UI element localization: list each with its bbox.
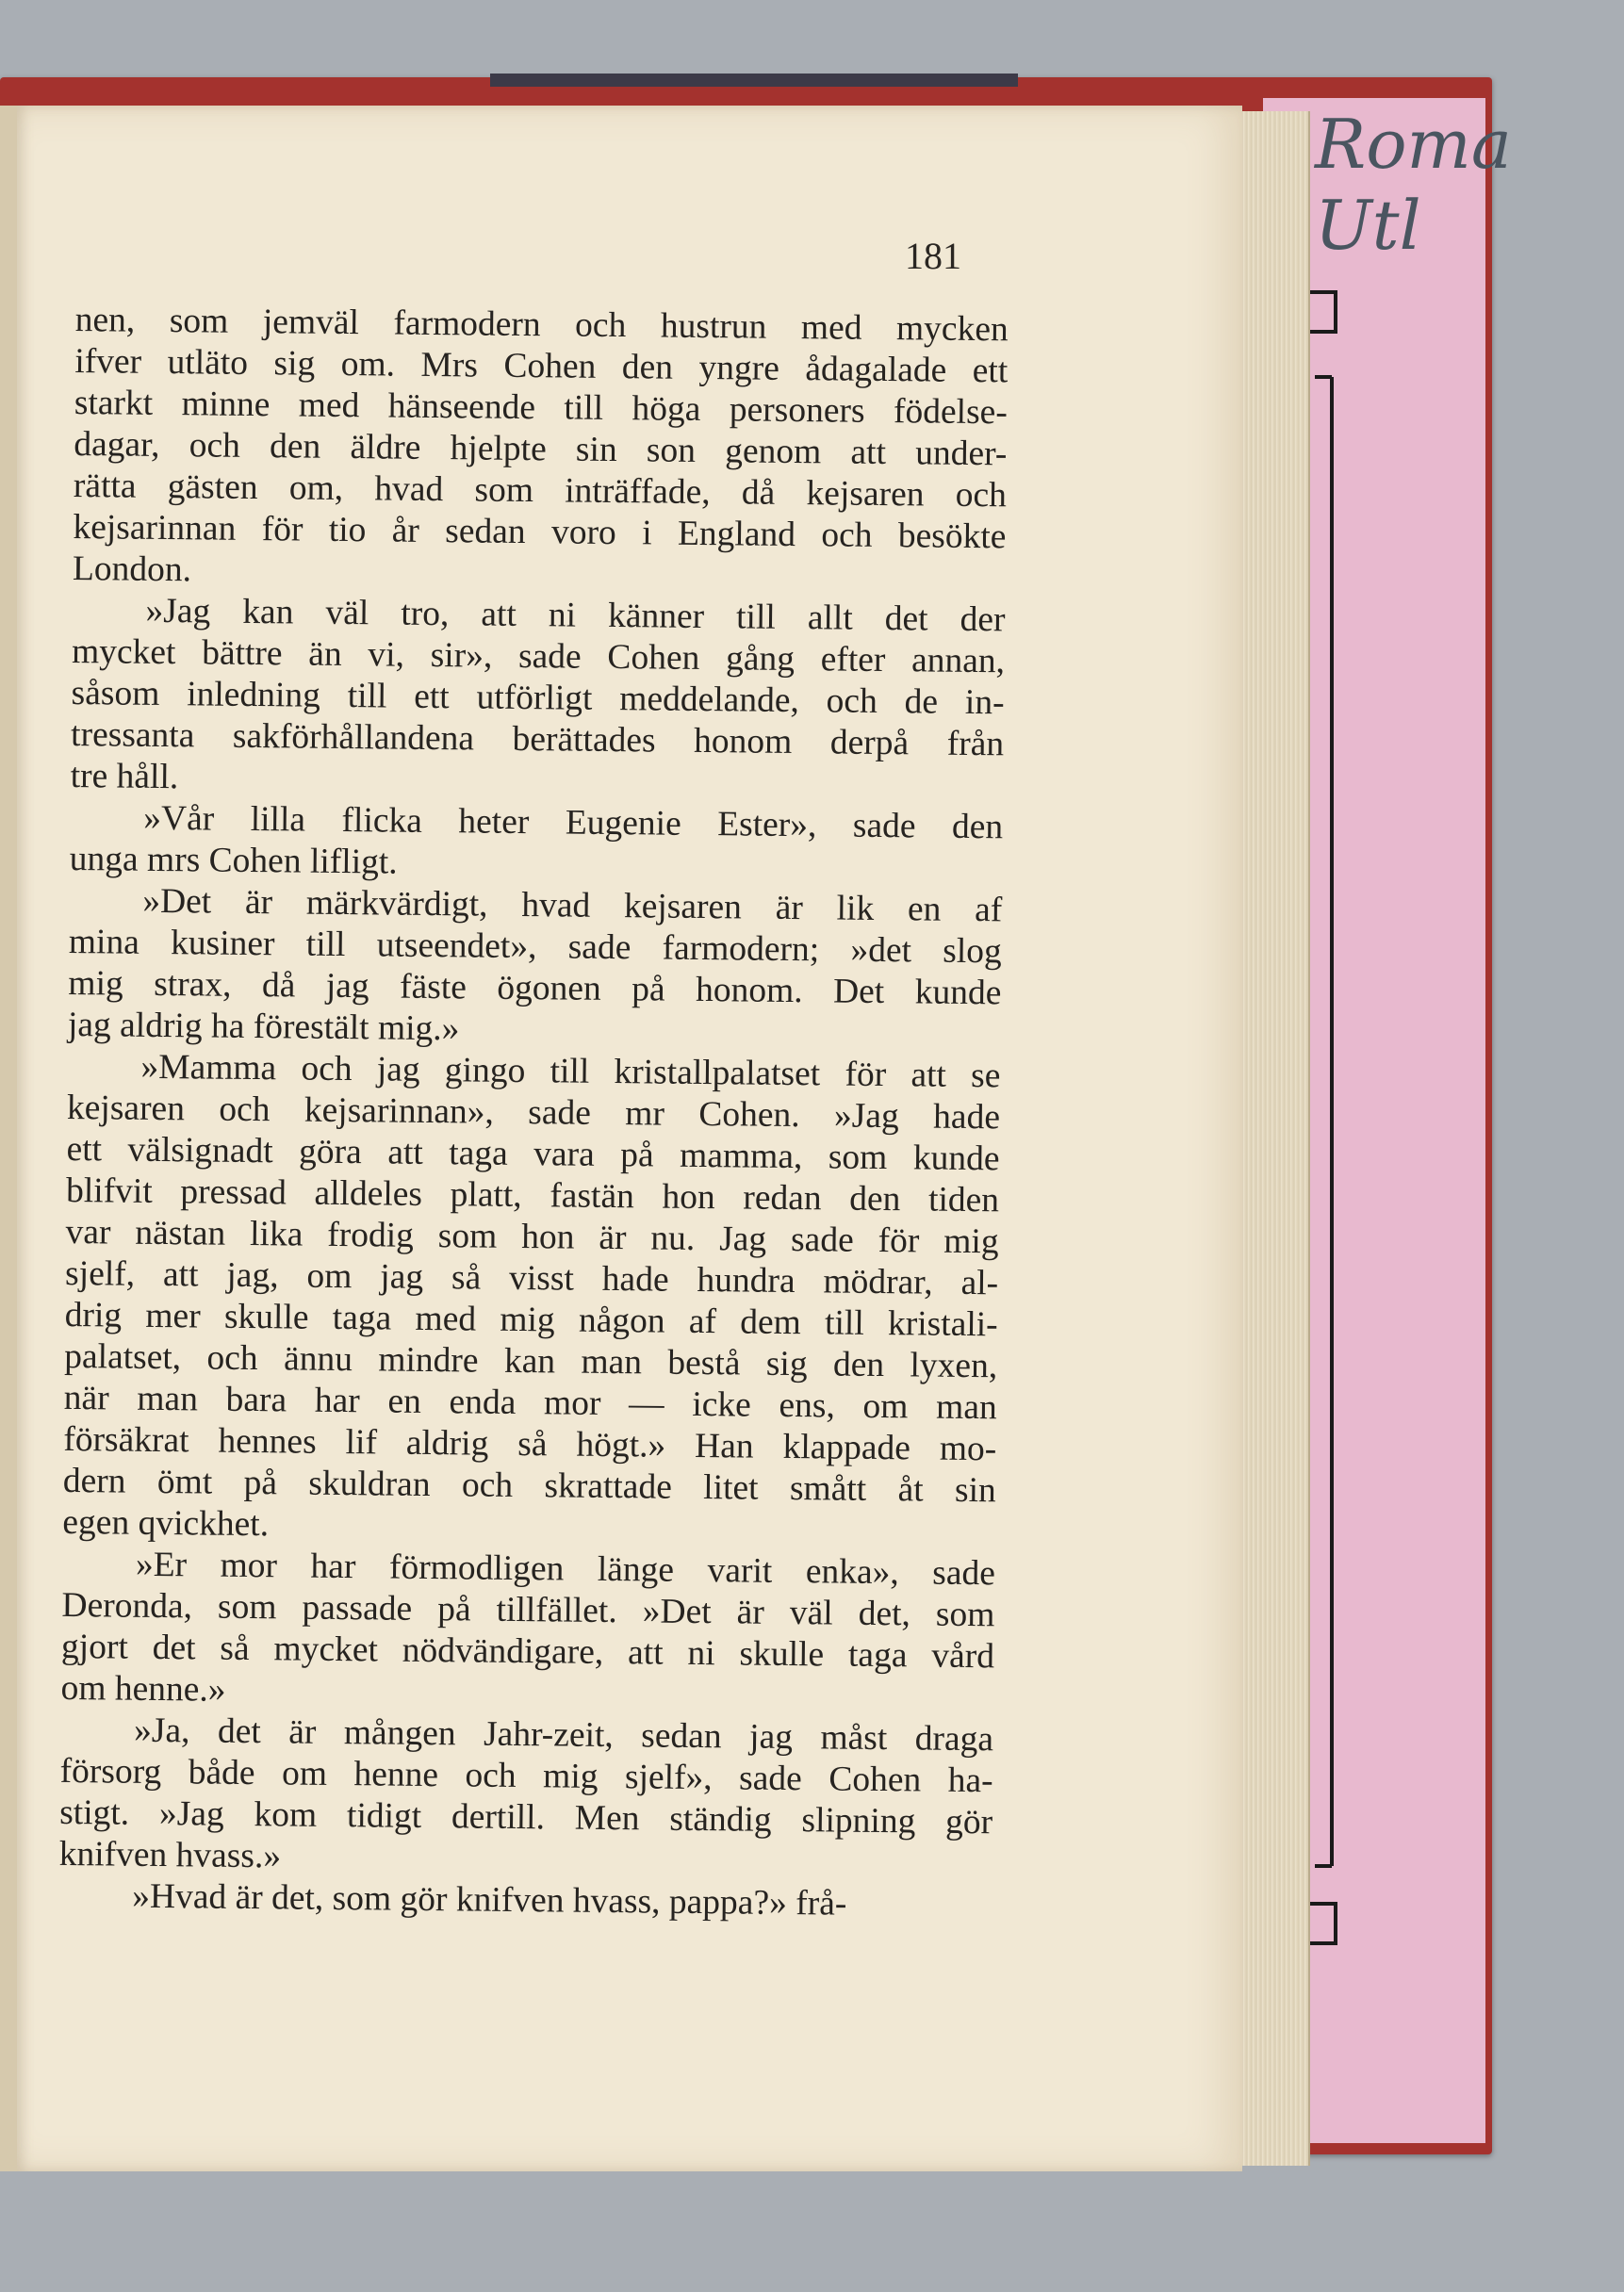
text-line: sjelf, att jag, om jag så visst hade hundra mödrar, al- — [64, 1253, 999, 1303]
paragraph — [62, 1046, 1000, 1553]
text-line: nen, som jemväl farmodern och hustrun med mycken — [74, 300, 1009, 350]
handwriting-line-2: Utl — [1315, 186, 1421, 265]
paragraph — [60, 1544, 995, 1719]
text-line: mina kusiner till utseendet», sade farmodern; »det slog — [68, 922, 1003, 972]
text-line: knifven hvass.» — [58, 1834, 282, 1876]
text-line: rätta gästen om, hvad som inträffade, då kejsaren och — [73, 466, 1008, 516]
text-line: »Det är märkvärdigt, hvad kejsaren är lik en af — [142, 881, 1003, 930]
text-line: London. — [72, 548, 192, 590]
text-line: kejsarinnan för tio år sedan voro i England och besökte — [73, 507, 1007, 557]
text-line: dagar, och den äldre hjelpte sin son genom att under- — [74, 424, 1008, 474]
text-line: palatset, och ännu mindre kan man bestå sig den lyxen, — [64, 1336, 998, 1386]
paragraph — [68, 880, 1003, 1056]
slip-border-marks — [1305, 283, 1343, 1960]
text-line: gjort det så mycket nödvändigare, att ni skulle taga vård — [60, 1627, 995, 1677]
text-line: när man bara har en enda mor — icke ens, om man — [63, 1378, 997, 1428]
text-line: Deronda, som passade på tillfället. »Det är väl det, som — [61, 1585, 995, 1635]
page-number: 181 — [905, 235, 961, 277]
paragraph — [73, 300, 1009, 599]
text-line: jag aldrig ha förestält mig.» — [67, 1005, 460, 1049]
text-line: ifver utläto sig om. Mrs Cohen den yngre ådagalade ett — [74, 341, 1009, 391]
text-line: såsom inledning till ett utförligt meddelande, och de in- — [71, 673, 1005, 723]
page-text — [58, 300, 1009, 1926]
slip-handwriting — [1315, 104, 1512, 266]
text-line: kejsaren och kejsarinnan», sade mr Cohen. »Jag hade — [66, 1088, 1001, 1138]
text-line: om henne.» — [60, 1668, 226, 1710]
text-line: »Mamma och jag gingo till kristallpalatset för att se — [140, 1047, 1001, 1096]
paragraph — [70, 590, 1005, 807]
text-line: starkt minne med hänseende till höga personers födelse- — [74, 383, 1009, 433]
text-line: egen qvickhet. — [62, 1502, 270, 1545]
text-line: blifvit pressad alldeles platt, fastän hon redan den tiden — [65, 1171, 1000, 1220]
text-line: tressanta sakförhållandena berättades honom derpå från — [70, 714, 1005, 764]
cover-edge-strip — [490, 74, 1018, 87]
text-line: »Vår lilla flicka heter Eugenie Ester», sade den — [143, 798, 1004, 847]
text-line: »Hvad är det, som gör knifven hvass, pappa?» frå- — [132, 1876, 847, 1924]
text-line: drig mer skulle taga med mig någon af dem till kristali- — [64, 1295, 998, 1345]
paragraph — [58, 1710, 993, 1885]
text-line: »Jag kan väl tro, att ni känner till allt det der — [145, 591, 1006, 640]
paragraph — [70, 797, 1004, 890]
text-line: tre håll. — [70, 756, 179, 797]
text-line: försorg både om henne och mig sjelf», sade Cohen ha- — [59, 1751, 993, 1801]
text-line: »Er mor har förmodligen länge varit enka», sade — [135, 1545, 996, 1594]
text-line: stigt. »Jag kom tidigt dertill. Men ständig slipning gör — [58, 1793, 993, 1842]
binding-gutter — [0, 106, 17, 2171]
text-line: mig strax, då jag fäste ögonen på honom. Det kunde — [68, 963, 1002, 1013]
text-line: mycket bättre än vi, sir», sade Cohen gång efter annan, — [71, 631, 1006, 681]
text-line: dern ömt på skuldran och skrattade litet smått åt sin — [62, 1461, 997, 1511]
text-line: unga mrs Cohen lifligt. — [69, 839, 398, 882]
text-line: var nästan lika frodig som hon är nu. Jag sade för mig — [65, 1212, 999, 1262]
text-line: ett välsignadt göra att taga vara på mamma, som kunde — [66, 1129, 1000, 1179]
handwriting-line-1: Roma — [1315, 105, 1512, 184]
text-line: »Ja, det är mången Jahr-zeit, sedan jag måst draga — [133, 1711, 994, 1760]
text-line: försäkrat hennes lif aldrig så högt.» Han klappade mo- — [63, 1419, 997, 1469]
